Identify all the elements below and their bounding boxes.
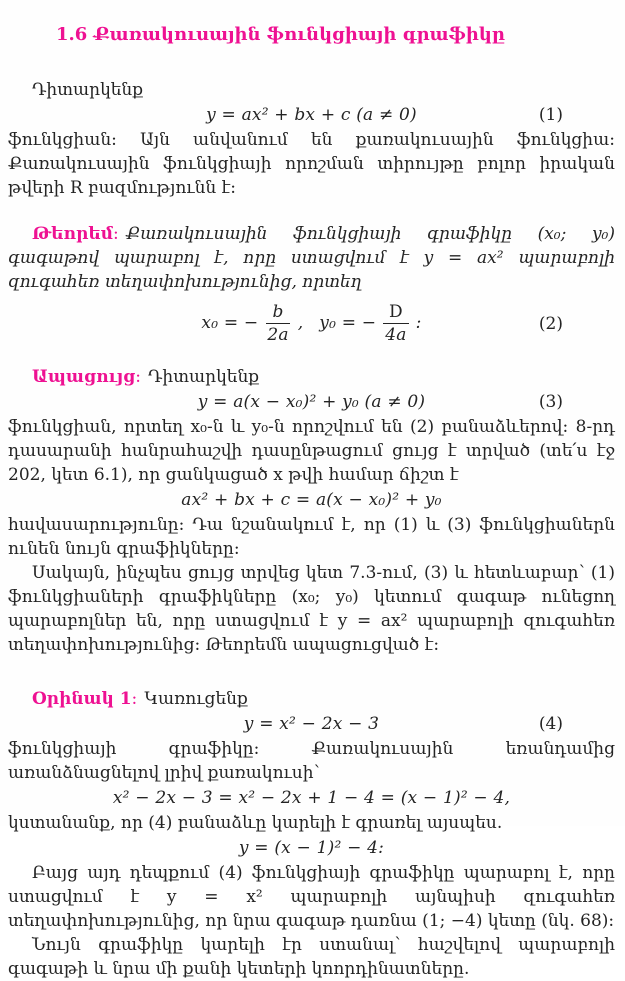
example-paragraph-1: ֆունկցիայի գրաֆիկը։ Քառակուսային եռանդամից առանձնացնելով լրիվ քառակուսի՝ <box>8 739 615 783</box>
equation-square-completion-formula: x² − 2x − 3 = x² − 2x + 1 − 4 = (x − 1)² − 4, <box>112 788 511 808</box>
equation-3-number: (3) <box>538 392 563 412</box>
example-lead: Կառուցենք <box>144 689 248 709</box>
fraction-denominator: 2a <box>267 325 289 345</box>
equation-vertex-form <box>8 836 615 860</box>
example-paragraph-3: Բայց այդ դեպքում (4) ֆունկցիայի գրաֆիկը պարաբոլ է, որը ստացվում է y = x² պարաբոլի այնպիսի զուգահեռ տեղափոխությունից, որ նրա գագաթ դառնա (1; −4) կետը (նկ. 68)։ <box>8 863 615 931</box>
proof-paragraph-1: ֆունկցիան, որտեղ x₀-ն և y₀-ն որոշվում են (2) բանաձևերով։ 8-րդ դասարանի հանրահաշվի դասընթացում ցույց է տրված (տե՛ս էջ 202, կետ 6.1), որ ցանկացած x թվի համար ճիշտ է <box>8 417 615 485</box>
equation-1-formula: y = ax² + bx + c (a ≠ 0) <box>206 105 417 125</box>
intro-lead: Դիտարկենք <box>32 80 144 100</box>
equation-4-number: (4) <box>538 714 563 734</box>
theorem-text: Քառակուսային ֆունկցիայի գրաֆիկը (x₀; y₀) գագաթով պարաբոլ է, որը ստացվում է y = ax² պարաբոլի զուգահեռ տեղափոխությունից, որտեղ <box>8 224 615 292</box>
example-lead-paragraph <box>8 687 615 711</box>
equation-2-separator: , <box>297 313 304 333</box>
fraction-numerator: b <box>266 302 289 324</box>
example-paragraph-4: Նույն գրաֆիկը կարելի էր ստանալ՝ հաշվելով պարաբոլի գագաթի և նրա մի քանի կետերի կոորդինատները. <box>8 935 615 979</box>
equation-2-formula <box>201 302 422 345</box>
equation-identity-formula: ax² + bx + c = a(x − x₀)² + y₀ <box>181 490 442 510</box>
proof-lead-paragraph <box>8 365 615 389</box>
equation-4-formula: y = x² − 2x − 3 <box>243 714 380 734</box>
fraction-b-over-2a <box>261 302 294 345</box>
proof-label: Ապացույց։ <box>32 367 142 387</box>
equation-2 <box>8 302 615 345</box>
fraction-D-over-4a <box>379 302 412 345</box>
theorem-label: Թեորեմ։ <box>32 224 119 244</box>
proof-paragraph-2: հավասարությունը։ Դա նշանակում է, որ (1) և (3) ֆունկցիաներն ունեն նույն գրաֆիկները։ <box>8 515 615 559</box>
fraction-denominator: 4a <box>385 325 407 345</box>
equation-2-y0: y₀ = − <box>319 313 377 333</box>
theorem-paragraph <box>8 222 615 294</box>
proof-paragraph-3: Սակայն, ինչպես ցույց տրվեց կետ 7.3-ում, (3) և հետևաբար՝ (1) ֆունկցիաների գրաֆիկները (x₀; y₀) կետում գագաթ ունեցող պարաբոլներ են, որը ստացվում է y = ax² պարաբոլի զուգահեռ տեղափոխությունից։ Թեորեմն ապացուցված է։ <box>8 563 615 655</box>
section-title: 1.6 Քառակուսային ֆունկցիայի գրաֆիկը <box>56 24 506 45</box>
example-paragraph-2: կստանանք, որ (4) բանաձևը կարելի է գրառել այսպես. <box>8 813 503 833</box>
example-label: Օրինակ 1։ <box>32 689 138 709</box>
equation-3 <box>8 390 615 414</box>
equation-2-tail: ։ <box>415 313 422 333</box>
equation-1-number: (1) <box>538 105 563 125</box>
fraction-numerator: D <box>383 302 409 324</box>
equation-square-completion <box>8 786 615 810</box>
equation-identity <box>8 488 615 512</box>
equation-4 <box>8 712 615 736</box>
proof-lead: Դիտարկենք <box>148 367 260 387</box>
equation-2-number: (2) <box>538 313 563 334</box>
equation-2-x0: x₀ = − <box>201 313 259 333</box>
intro-paragraph: ֆունկցիան։ Այն անվանում են քառակուսային ֆունկցիա։ Քառակուսային ֆունկցիայի որոշման տիրույթը բոլոր իրական թվերի R բազմությունն է։ <box>8 130 615 198</box>
equation-vertex-form-formula: y = (x − 1)² − 4։ <box>238 838 385 858</box>
equation-3-formula: y = a(x − x₀)² + y₀ (a ≠ 0) <box>197 392 426 412</box>
equation-1 <box>8 103 615 127</box>
